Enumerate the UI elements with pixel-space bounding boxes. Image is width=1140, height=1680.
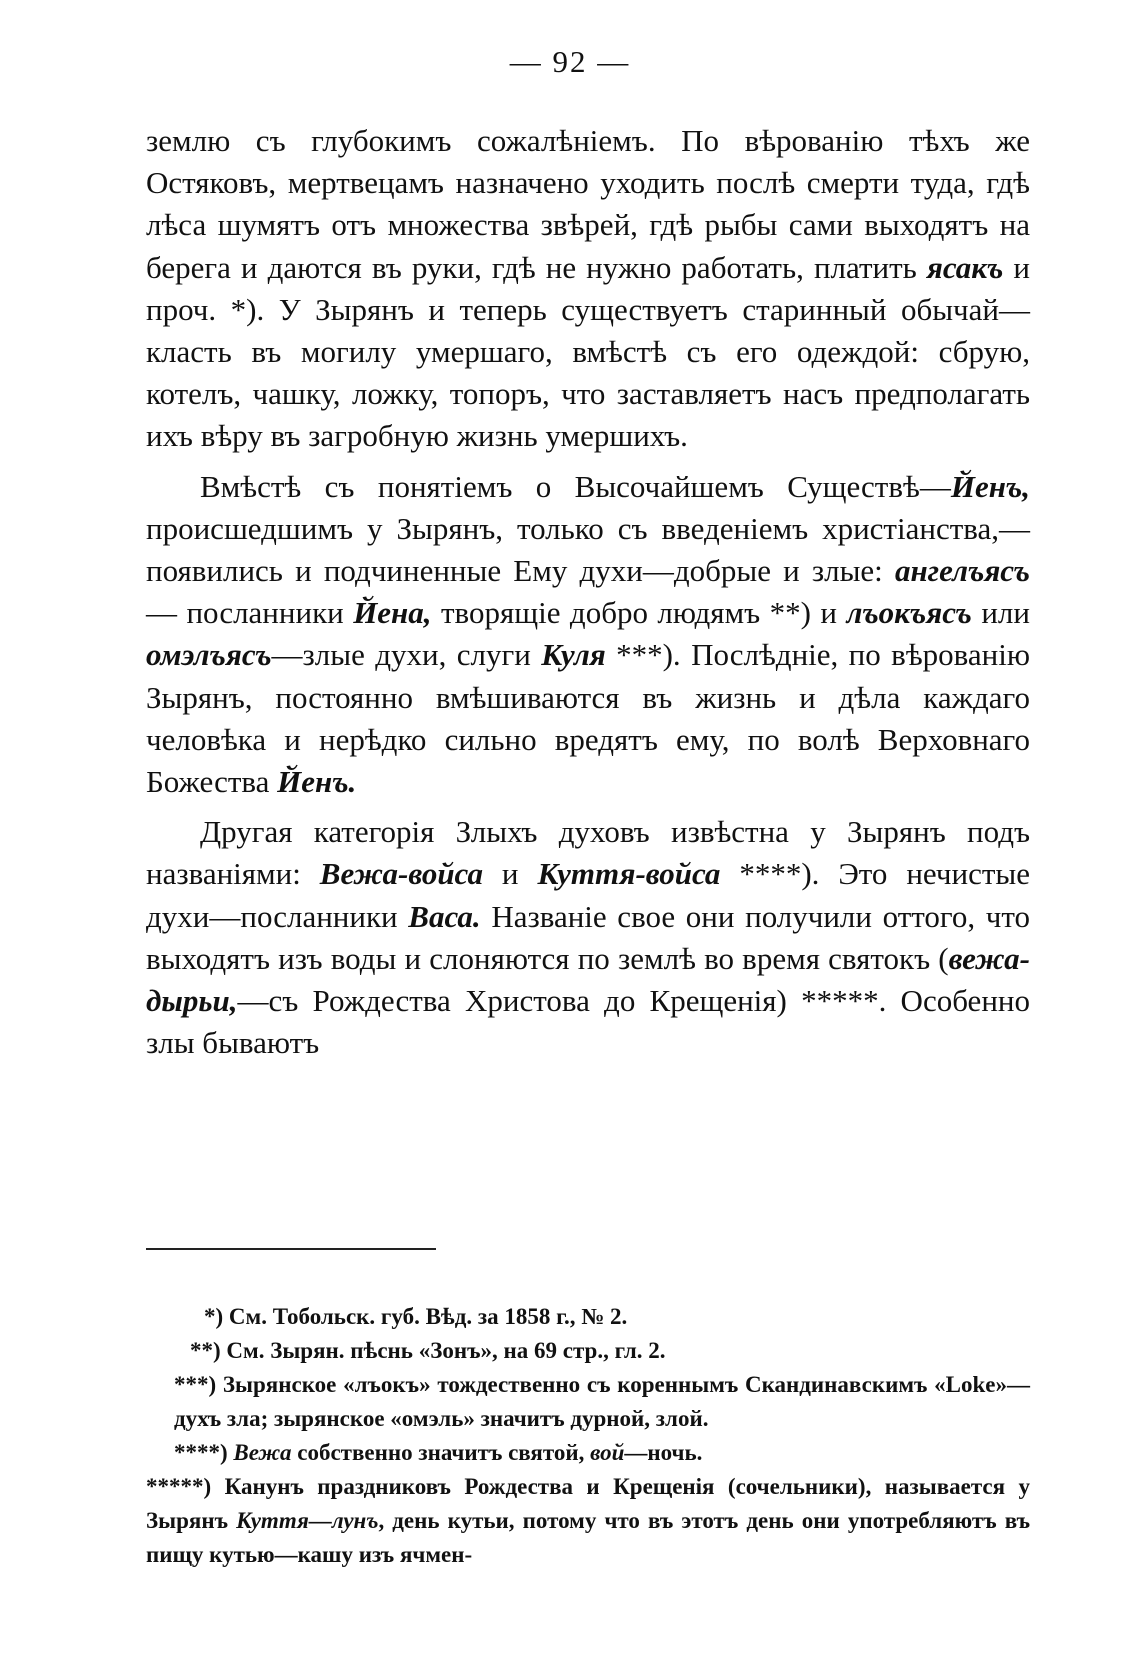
- paragraph-3: [146, 811, 1030, 1064]
- paragraph-2-text-a: Вмѣстѣ съ понятіемъ о Высочайшемъ Существѣ—: [200, 468, 951, 504]
- italic-term-kulya: Куля: [541, 637, 606, 673]
- footnote-divider: [146, 1248, 436, 1250]
- paragraph-1-text: землю съ глубокимъ сожалѣніемъ. По вѣрованію тѣхъ же Остяковъ, мертвецамъ назначено уходить послѣ смерти туда, гдѣ лѣса шумятъ отъ множества звѣрей, гдѣ рыбы сами выходятъ на берега и даются въ руки, гдѣ не нужно работать, платить: [146, 123, 1030, 285]
- italic-term-yasak: ясакъ: [926, 249, 1004, 285]
- footnote-1-text: См. Тобольск. губ. Вѣд. за 1858 г., № 2.: [223, 1304, 628, 1329]
- italic-term-vasa: Васа.: [408, 898, 481, 934]
- paragraph-2-text-f: —злые духи, слуги: [271, 637, 542, 673]
- footnote-5-text-a: Канунъ праздниковъ Рождества и Крещенія (сочельники), называется у Зырянъ: [146, 1474, 1030, 1533]
- footnote-5-text-b: , день кутьи, потому что въ этотъ день они употребляютъ въ пищу кутью—кашу изъ ячмен-: [146, 1508, 1030, 1567]
- paragraph-2-text-d: творящіе добро людямъ **) и: [431, 595, 847, 631]
- italic-term-angelyas: ангелъясъ: [894, 553, 1030, 589]
- main-text: [146, 120, 1030, 1072]
- footnote-1: [146, 1300, 1030, 1334]
- paragraph-1-text-end: и проч. *). У Зырянъ и теперь существуетъ старинный обычай—класть въ могилу умершаго, вмѣстѣ съ его одеждой: сбрую, котелъ, чашку, ложку, топоръ, что заставляетъ насъ предполагать ихъ вѣру въ загробную жизнь умершихъ.: [146, 249, 1031, 454]
- italic-term-yen-end: Йенъ.: [277, 764, 357, 800]
- footnote-4: [146, 1436, 1030, 1470]
- footnote-5-mark: *****): [146, 1474, 212, 1499]
- paragraph-3-text-c: ****). Это нечистые духи—посланники: [146, 856, 1030, 934]
- footnote-5: [146, 1470, 1030, 1572]
- footnote-4-text-b: —ночь.: [624, 1440, 703, 1465]
- footnote-4-italic-vezha: Вежа: [227, 1440, 292, 1465]
- footnotes: [146, 1300, 1030, 1572]
- footnote-4-mark: ****): [174, 1440, 228, 1465]
- footnote-4-text-a: собственно значитъ святой,: [291, 1440, 591, 1465]
- paragraph-3-text-a: Другая категорія Злыхъ духовъ извѣстна у Зырянъ подъ названіями:: [146, 814, 1030, 892]
- footnote-4-italic-voy: вой: [590, 1440, 625, 1465]
- footnote-3-text: Зырянское «лъокъ» тождественно съ кореннымъ Скандинавскимъ «Loke»—духъ зла; зырянское «омэль» значитъ дурной, злой.: [174, 1372, 1030, 1431]
- footnote-5-italic-kuttya-lun: Куття—лунъ: [236, 1508, 379, 1533]
- italic-term-yena: Йена,: [353, 595, 432, 631]
- paragraph-1: [146, 120, 1030, 458]
- italic-term-lyokyas: лъокъясъ: [846, 595, 972, 631]
- italic-term-vezha-voysa: Вежа-войса: [319, 856, 484, 892]
- footnote-2-text: См. Зырян. пѣснь «Зонъ», на 69 стр., гл. 2.: [220, 1338, 666, 1363]
- paragraph-3-text-e: —съ Рождества Христова до Крещенія) *****. Особенно злы бываютъ: [146, 983, 1030, 1061]
- italic-term-omelyas: омэлъясъ: [146, 637, 272, 673]
- paragraph-2: [146, 466, 1030, 804]
- paragraph-3-text-b: и: [483, 856, 538, 892]
- paragraph-2-text-g: ***). Послѣдніе, по вѣрованію Зырянъ, постоянно вмѣшиваются въ жизнь и дѣла каждаго человѣка и нерѣдко сильно вредятъ ему, по волѣ Верховнаго Божества: [146, 637, 1030, 800]
- footnote-3: [146, 1368, 1030, 1436]
- paragraph-2-text-c: — посланники: [146, 595, 354, 631]
- italic-term-kuttya-voysa: Куття-войса: [537, 856, 721, 892]
- paragraph-3-text-d: Названіе свое они получили оттого, что выходятъ изъ воды и слоняются по землѣ во время святокъ (: [146, 898, 1030, 976]
- italic-term-yen: Йенъ,: [950, 468, 1030, 504]
- footnote-2: [146, 1334, 1030, 1368]
- footnote-1-mark: *): [204, 1304, 224, 1329]
- paragraph-2-text-e: или: [971, 595, 1030, 631]
- footnote-2-mark: **): [190, 1338, 221, 1363]
- paragraph-2-text-b: происшедшимъ у Зырянъ, только съ введеніемъ христіанства,—появились и подчиненные Ему духи—добрые и злые:: [146, 510, 1030, 589]
- italic-term-vezha-dyryi: вежа-дырьи,: [146, 940, 1030, 1019]
- footnote-3-mark: ***): [174, 1372, 217, 1397]
- page-number: — 92 —: [509, 44, 631, 79]
